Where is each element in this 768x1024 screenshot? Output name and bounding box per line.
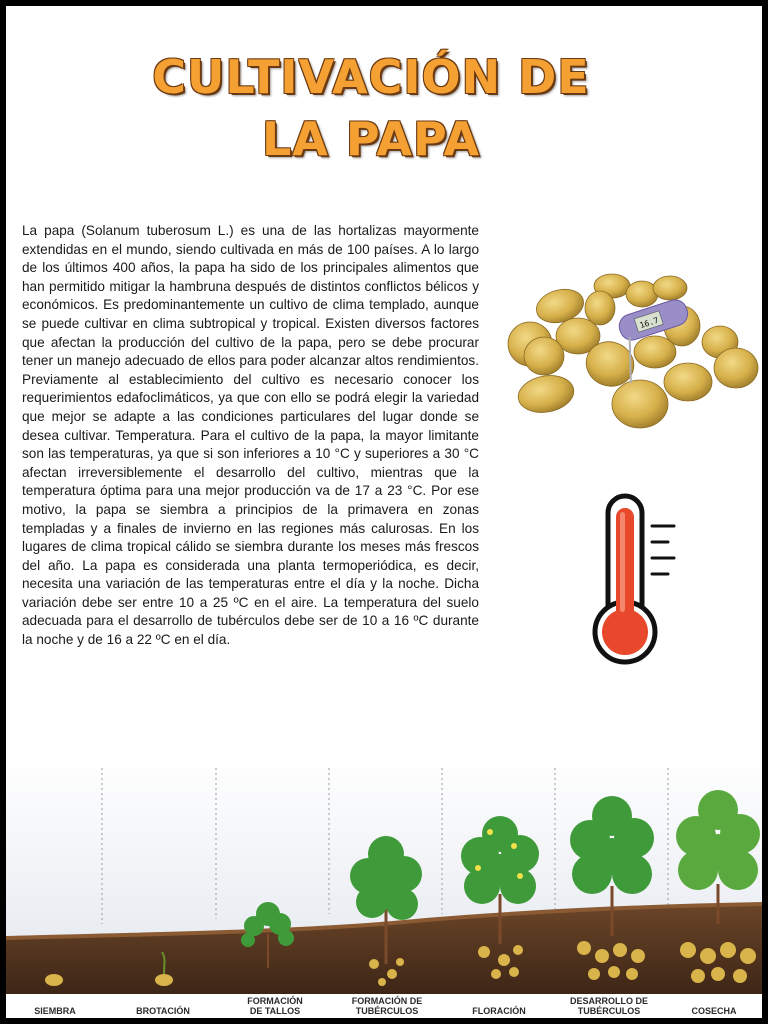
document-page [6, 6, 762, 1018]
stage-label-line: COSECHA [691, 1006, 737, 1016]
paragraph-text: La papa (Solanum tuberosum L.) es una de las hortalizas mayormente extendidas en el mundo, siendo cultivada en más de 100 países. A lo largo de los últimos 400 años, la papa ha sido de los principales alimentos que han permitido mitigar la hambruna después de distintos conflictos bélicos y económicos. Es predominantemente un cultivo de clima templado, aunque se puede cultivar en clima subtropical y tropical. Existen diversos factores que afectan la producción del cultivo de la papa, pero se debe procurar tener un manejo adecuado de ellos para poder alcanzar altos rendimientos. Previamente al establecimiento del cultivo es necesario conocer los requerimientos edafoclimáticos, ya que con ello se podrá elegir la variedad que mejor se adapte a las condiciones particulares del lugar donde se desea cultivar. Temperatura. Para el cultivo de la papa, la mayor limitante son las temperaturas, ya que si son inferiores a 10 °C y superiores a 30 °C afectan irreversiblemente el desarrollo del cultivo, mientras que la temperatura óptima para una mejor producción va de 17 a 23 °C. Por ese motivo, la papa se siembra a principios de la primavera en zonas templadas y a finales de invierno en las regiones más calurosas. En los lugares de clima tropical cálido se siembra durante los meses más frescos del año. La papa es considerada una planta termoperiódica, es decir, necesita una variación de las temperaturas entre el día y la noche. Dicha variación debe ser entre 10 a 25 ºC en el aire. La temperatura del suelo adecuada para el desarrollo de tubérculos debe ser de 10 a 16 ºC durante la noche y de 16 a 22 ºC en el día. [22, 223, 479, 648]
potato-pile-image [500, 264, 760, 434]
stage-label-line: FLORACIÓN [472, 1006, 526, 1016]
stage-label-formacion-tuberculos [339, 996, 435, 1016]
stage-label-line: TUBÉRCULOS [577, 1006, 641, 1016]
stage-label-desarrollo-tuberculos [560, 996, 658, 1016]
title-line-1: CULTIVACIÓN DE [152, 50, 590, 104]
stage-label-line: SIEMBRA [34, 1006, 76, 1016]
potato-growth-stages-illustration [6, 754, 762, 1018]
thermometer-readout: 16.7 [638, 315, 660, 331]
stage-label-line: BROTACIÓN [136, 1006, 190, 1016]
title-line-2: LA PAPA [261, 112, 481, 166]
stage-label-formacion-tallos [230, 996, 320, 1016]
stage-label-line: FORMACIÓN [247, 996, 303, 1006]
thermometer-icon [580, 490, 680, 670]
stage-label-line: DESARROLLO DE [569, 996, 648, 1006]
stage-label-line: TUBÉRCULOS [355, 1006, 419, 1016]
body-paragraph [22, 222, 479, 650]
page-title [6, 46, 736, 170]
stage-label-floracion [454, 1006, 544, 1016]
stage-label-line: DE TALLOS [249, 1006, 301, 1016]
stage-label-siembra [12, 1006, 98, 1016]
stage-label-line: FORMACIÓN DE [351, 996, 423, 1006]
stage-label-brotacion [120, 1006, 206, 1016]
stage-label-cosecha [672, 1006, 756, 1016]
